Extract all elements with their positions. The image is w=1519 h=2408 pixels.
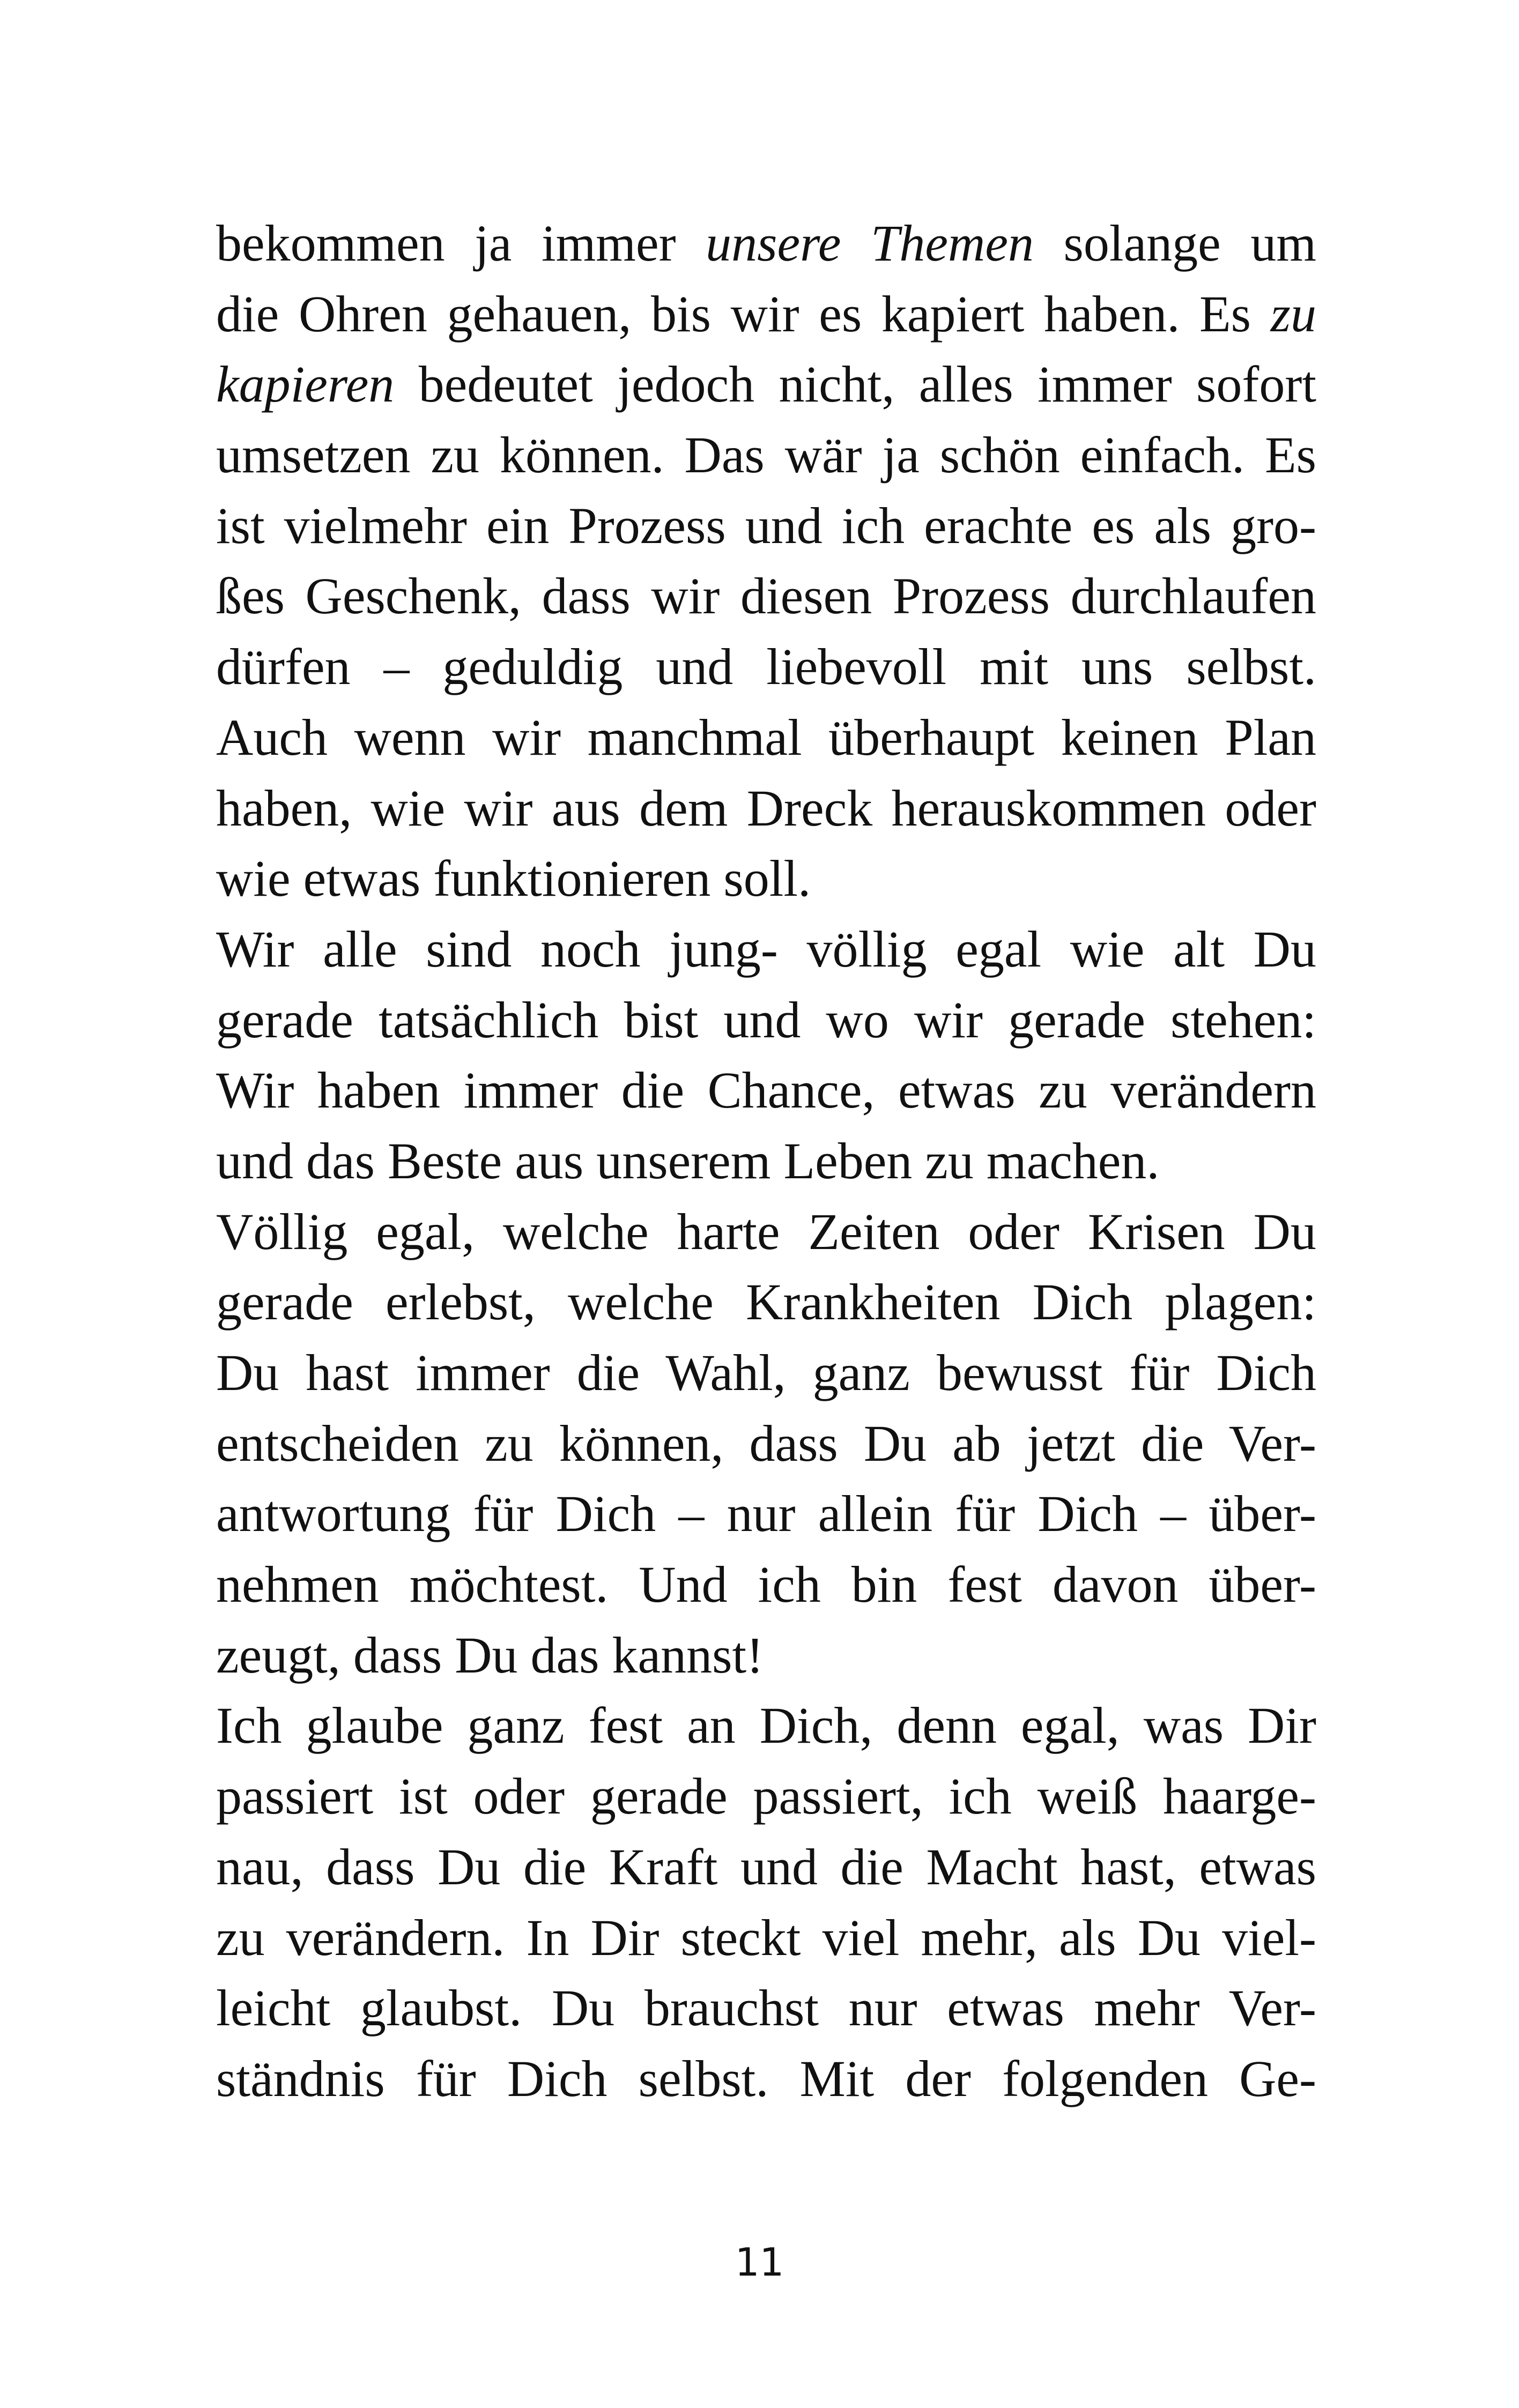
- text-segment: entscheiden zu können, dass Du ab jetzt die Ver-: [216, 1414, 1316, 1472]
- text-line: [216, 773, 1316, 844]
- text-line: [216, 1761, 1316, 1832]
- text-segment: die Ohren gehauen, bis wir es kapiert haben. Es: [216, 285, 1271, 343]
- text-line: [216, 561, 1316, 631]
- text-line: [216, 1408, 1316, 1479]
- text-line: [216, 1690, 1316, 1761]
- text-line: [216, 1055, 1316, 1126]
- text-segment: passiert ist oder gerade passiert, ich weiß haarge-: [216, 1767, 1316, 1825]
- text-line: [216, 1902, 1316, 1973]
- text-line: [216, 1478, 1316, 1549]
- text-segment: Völlig egal, welche harte Zeiten oder Krisen Du: [216, 1202, 1316, 1260]
- text-line: [216, 1620, 1316, 1691]
- text-segment: antwortung für Dich – nur allein für Dich – über-: [216, 1485, 1316, 1543]
- text-segment: haben, wie wir aus dem Dreck herauskommen oder: [216, 779, 1316, 837]
- text-line: [216, 490, 1316, 561]
- text-segment: wie etwas funktionieren soll.: [216, 850, 811, 908]
- text-segment: zeugt, dass Du das kannst!: [216, 1626, 764, 1684]
- text-segment: und das Beste aus unserem Leben zu machen.: [216, 1132, 1160, 1190]
- text-segment: leicht glaubst. Du brauchst nur etwas mehr Ver-: [216, 1979, 1316, 2037]
- text-segment: nehmen möchtest. Und ich bin fest davon über-: [216, 1556, 1316, 1614]
- italic-text: kapieren: [216, 355, 395, 413]
- body-text: [216, 208, 1316, 2114]
- text-segment: bedeutet jedoch nicht, alles immer sofort: [394, 355, 1316, 413]
- text-segment: zu verändern. In Dir steckt viel mehr, als Du viel-: [216, 1908, 1316, 1966]
- text-line: [216, 1267, 1316, 1337]
- text-segment: ständnis für Dich selbst. Mit der folgenden Ge-: [216, 2049, 1316, 2107]
- italic-text: zu: [1270, 285, 1316, 343]
- text-segment: Ich glaube ganz fest an Dich, denn egal, was Dir: [216, 1697, 1316, 1755]
- text-line: [216, 1973, 1316, 2043]
- text-segment: Auch wenn wir manchmal überhaupt keinen Plan: [216, 708, 1316, 766]
- text-line: [216, 279, 1316, 350]
- text-segment: umsetzen zu können. Das wär ja schön einfach. Es: [216, 426, 1316, 484]
- text-segment: ist vielmehr ein Prozess und ich erachte es als gro-: [216, 496, 1316, 554]
- text-line: [216, 1126, 1316, 1196]
- text-segment: ßes Geschenk, dass wir diesen Prozess durchlaufen: [216, 567, 1316, 625]
- text-segment: dürfen – geduldig und liebevoll mit uns selbst.: [216, 638, 1316, 696]
- page-number: 11: [735, 2240, 784, 2285]
- text-line: [216, 702, 1316, 773]
- text-line: [216, 843, 1316, 914]
- text-segment: gerade tatsächlich bist und wo wir gerade stehen:: [216, 991, 1316, 1049]
- text-segment: Wir alle sind noch jung- völlig egal wie alt Du: [216, 920, 1316, 978]
- text-line: [216, 420, 1316, 490]
- text-line: [216, 1337, 1316, 1408]
- text-line: [216, 985, 1316, 1056]
- text-segment: bekommen ja immer: [216, 214, 706, 272]
- text-segment: nau, dass Du die Kraft und die Macht hast, etwas: [216, 1838, 1316, 1896]
- text-line: [216, 1832, 1316, 1902]
- text-line: [216, 349, 1316, 420]
- text-line: [216, 208, 1316, 279]
- text-line: [216, 631, 1316, 702]
- text-segment: Du hast immer die Wahl, ganz bewusst für Dich: [216, 1344, 1316, 1401]
- text-segment: solange um: [1033, 214, 1317, 272]
- italic-text: unsere Themen: [706, 214, 1034, 272]
- text-line: [216, 1196, 1316, 1267]
- text-segment: Wir haben immer die Chance, etwas zu verändern: [216, 1061, 1316, 1119]
- text-line: [216, 914, 1316, 985]
- text-line: [216, 1549, 1316, 1620]
- text-segment: gerade erlebst, welche Krankheiten Dich plagen:: [216, 1273, 1316, 1331]
- text-line: [216, 2043, 1316, 2114]
